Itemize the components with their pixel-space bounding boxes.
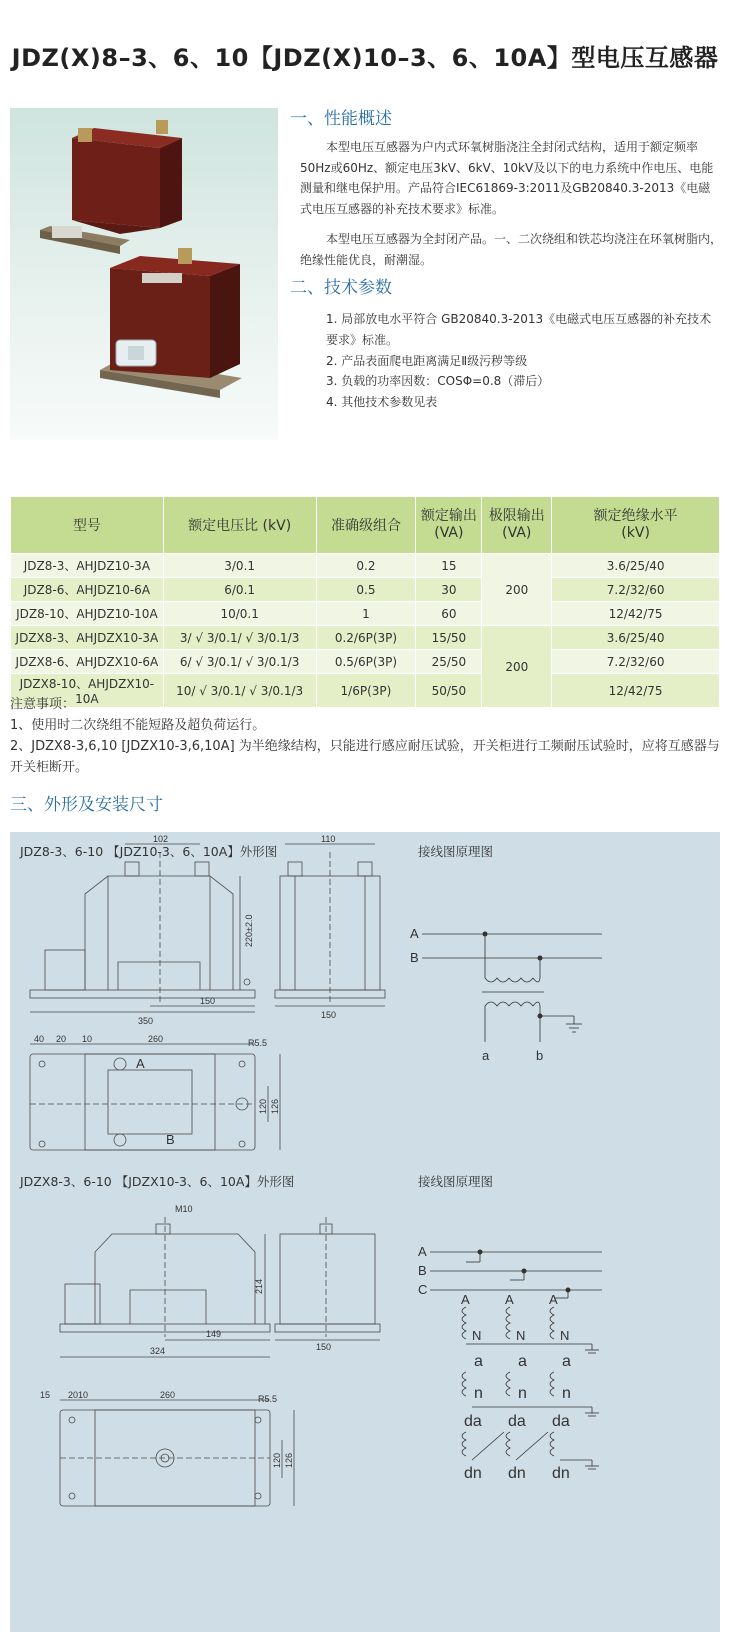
wiring-diagram-1 xyxy=(422,934,602,1042)
dim-149: 149 xyxy=(206,1329,222,1339)
section-heading-dimensions: 三、外形及安装尺寸 xyxy=(10,795,163,815)
dim-260: 260 xyxy=(148,1034,164,1044)
table-header-cell: 额定电压比 (kV) xyxy=(163,497,316,554)
drawing1-side-view xyxy=(275,844,385,1006)
table-cell: 3.6/25/40 xyxy=(552,554,720,578)
transformer-illustration xyxy=(10,108,278,440)
table-cell: 200 xyxy=(482,626,552,708)
terminal-B-label: B xyxy=(166,1132,175,1147)
dim-20: 20 xyxy=(56,1034,67,1044)
table-cell: 0.2 xyxy=(316,554,416,578)
dim-r5.5: R5.5 xyxy=(248,1038,268,1048)
drawing2-side-view xyxy=(275,1217,380,1340)
table-row xyxy=(11,650,720,674)
dim-126: 126 xyxy=(270,1098,280,1114)
table-cell: JDZX8-3、AHJDZX10-3A xyxy=(11,626,164,650)
table-header-cell: 型号 xyxy=(11,497,164,554)
table-cell: 30 xyxy=(416,578,482,602)
dim-110: 110 xyxy=(321,834,336,844)
overview-paragraph-1: 本型电压互感器为户内式环氧树脂浇注全封闭式结构，适用于额定频率50Hz或60Hz、额定电压3kV、6kV、10kV及以下的电力系统中作电压、电能测量和继电保护用。产品符合IEC61869-3:2011及GB20840.3-2013《电磁式电压互感器的补充技术要求》标准。 xyxy=(300,140,714,216)
dim-150-side: 150 xyxy=(321,1010,337,1020)
dim-150-side2: 150 xyxy=(316,1342,332,1352)
table-cell: JDZX8-10、AHJDZX10-10A xyxy=(11,674,164,708)
section-heading-overview: 一、性能概述 xyxy=(290,109,392,129)
wiring1-label-a: a xyxy=(482,1048,490,1063)
dim-324: 324 xyxy=(150,1346,166,1356)
table-cell: 6/0.1 xyxy=(163,578,316,602)
dim-15: 15 xyxy=(40,1390,51,1400)
wiring2-coil-dn: dn xyxy=(552,1465,570,1482)
table-row xyxy=(11,554,720,578)
wiring2-coil-n: n xyxy=(562,1385,571,1402)
table-cell: 60 xyxy=(416,602,482,626)
tech-item-3: 3. 负载的功率因数：COSΦ=0.8（滞后） xyxy=(326,374,550,388)
table-cell: 25/50 xyxy=(416,650,482,674)
table-cell: 1/6P(3P) xyxy=(316,674,416,708)
wiring2-coil-a: a xyxy=(474,1353,483,1370)
dim-220: 220±2.0 xyxy=(244,914,254,947)
wiring1-label-B: B xyxy=(410,950,419,965)
wiring2-coil-A: A xyxy=(549,1292,558,1307)
wiring2-coil-a: a xyxy=(562,1353,571,1370)
note-2: 2、JDZX8-3,6,10 [JDZX10-3,6,10A] 为半绝缘结构，只能进行感应耐压试验，开关柜进行工频耐压试验时，应将互感器与开关柜断开。 xyxy=(10,739,720,775)
wiring2-coil-da: da xyxy=(552,1413,570,1430)
wiring2-coil-A: A xyxy=(461,1292,470,1307)
table-cell: 200 xyxy=(482,554,552,626)
wiring2-coil-N: N xyxy=(560,1328,570,1343)
tech-item-4: 4. 其他技术参数见表 xyxy=(326,395,438,409)
dim-150-front: 150 xyxy=(200,996,216,1006)
wiring2-coil-dn: dn xyxy=(464,1465,482,1482)
drawing2-title: JDZX8-3、6-10 【JDZX10-3、6、10A】外形图 xyxy=(20,1174,295,1189)
overview-paragraph-2: 本型电压互感器为全封闭产品。一、二次绕组和铁芯均浇注在环氧树脂内，绝缘性能优良，耐潮湿。 xyxy=(300,232,723,267)
dim-10: 10 xyxy=(82,1034,93,1044)
table-cell: 1 xyxy=(316,602,416,626)
drawings-svg xyxy=(10,832,720,1632)
tech-item-1: 1. 局部放电水平符合 GB20840.3-2013《电磁式电压互感器的补充技术要求》标准。 xyxy=(326,312,712,347)
wiring2-label-C: C xyxy=(418,1282,428,1297)
wiring2-coil-dn: dn xyxy=(508,1465,526,1482)
page-title: JDZ(X)8–3、6、10【JDZ(X)10–3、6、10A】型电压互感器 xyxy=(11,44,719,72)
table-cell: 7.2/32/60 xyxy=(552,578,720,602)
spec-table xyxy=(10,496,720,708)
table-cell: 3/ √ 3/0.1/ √ 3/0.1/3 xyxy=(163,626,316,650)
dim-2010: 2010 xyxy=(68,1390,89,1400)
dim-214: 214 xyxy=(254,1278,264,1294)
dim-260-2: 260 xyxy=(160,1390,176,1400)
notes-heading: 注意事项： xyxy=(10,697,76,712)
table-cell: 0.5/6P(3P) xyxy=(316,650,416,674)
table-header-cell: 极限输出 (VA) xyxy=(482,497,552,554)
wiring1-label-b: b xyxy=(536,1048,544,1063)
wiring2-coil-a: a xyxy=(518,1353,527,1370)
table-cell: 3/0.1 xyxy=(163,554,316,578)
table-cell: 7.2/32/60 xyxy=(552,650,720,674)
table-cell: 10/ √ 3/0.1/ √ 3/0.1/3 xyxy=(163,674,316,708)
drawing1-wiring-title: 接线图原理图 xyxy=(418,844,494,859)
table-header-row xyxy=(11,497,720,554)
wiring-diagram-2 xyxy=(430,1252,602,1469)
drawing1-top-view xyxy=(30,1044,280,1150)
section-heading-tech: 二、技术参数 xyxy=(290,278,392,298)
drawing2-front-view xyxy=(60,1217,270,1357)
table-cell: 15 xyxy=(416,554,482,578)
table-header-cell: 额定绝缘水平 (kV) xyxy=(552,497,720,554)
table-cell: JDZ8-3、AHJDZ10-3A xyxy=(11,554,164,578)
terminal-A-label: A xyxy=(136,1056,145,1071)
table-cell: 0.5 xyxy=(316,578,416,602)
drawing1-front-view xyxy=(30,844,255,1012)
table-cell: 3.6/25/40 xyxy=(552,626,720,650)
table-cell: 50/50 xyxy=(416,674,482,708)
wiring2-coil-da: da xyxy=(464,1413,482,1430)
dimension-drawings xyxy=(10,832,720,1632)
table-row xyxy=(11,602,720,626)
table-cell: 6/ √ 3/0.1/ √ 3/0.1/3 xyxy=(163,650,316,674)
wiring2-coil-da: da xyxy=(508,1413,526,1430)
dim-r5.5-2: R5.5 xyxy=(258,1394,278,1404)
dim-120-2: 120 xyxy=(272,1452,282,1468)
table-cell: 0.2/6P(3P) xyxy=(316,626,416,650)
table-cell: JDZX8-6、AHJDZX10-6A xyxy=(11,650,164,674)
product-photo xyxy=(10,108,278,440)
dim-350: 350 xyxy=(138,1016,154,1026)
dim-m10: M10 xyxy=(175,1204,193,1214)
wiring2-coil-A: A xyxy=(505,1292,514,1307)
wiring2-coil-N: N xyxy=(516,1328,526,1343)
dim-102: 102 xyxy=(153,834,169,844)
table-row xyxy=(11,626,720,650)
wiring2-coil-n: n xyxy=(474,1385,483,1402)
table-header-cell: 额定输出 (VA) xyxy=(416,497,482,554)
table-row xyxy=(11,578,720,602)
wiring2-coil-N: N xyxy=(472,1328,482,1343)
drawing1-title: JDZ8-3、6-10 【JDZ10-3、6、10A】外形图 xyxy=(20,844,278,859)
drawing2-wiring-title: 接线图原理图 xyxy=(418,1174,494,1189)
wiring2-label-A: A xyxy=(418,1244,427,1259)
dim-40: 40 xyxy=(34,1034,45,1044)
table-cell: 15/50 xyxy=(416,626,482,650)
table-header-cell: 准确级组合 xyxy=(316,497,416,554)
tech-item-2: 2. 产品表面爬电距离满足Ⅱ级污秽等级 xyxy=(326,354,528,368)
dim-126-2: 126 xyxy=(284,1452,294,1468)
table-cell: JDZ8-10、AHJDZ10-10A xyxy=(11,602,164,626)
wiring2-coil-n: n xyxy=(518,1385,527,1402)
table-cell: 10/0.1 xyxy=(163,602,316,626)
table-cell: 12/42/75 xyxy=(552,602,720,626)
dim-120: 120 xyxy=(258,1098,268,1114)
table-cell: 12/42/75 xyxy=(552,674,720,708)
wiring2-label-B: B xyxy=(418,1263,427,1278)
drawing2-top-view xyxy=(60,1400,294,1506)
wiring1-label-A: A xyxy=(410,926,419,941)
table-cell: JDZ8-6、AHJDZ10-6A xyxy=(11,578,164,602)
note-1: 1、使用时二次绕组不能短路及超负荷运行。 xyxy=(10,718,266,733)
